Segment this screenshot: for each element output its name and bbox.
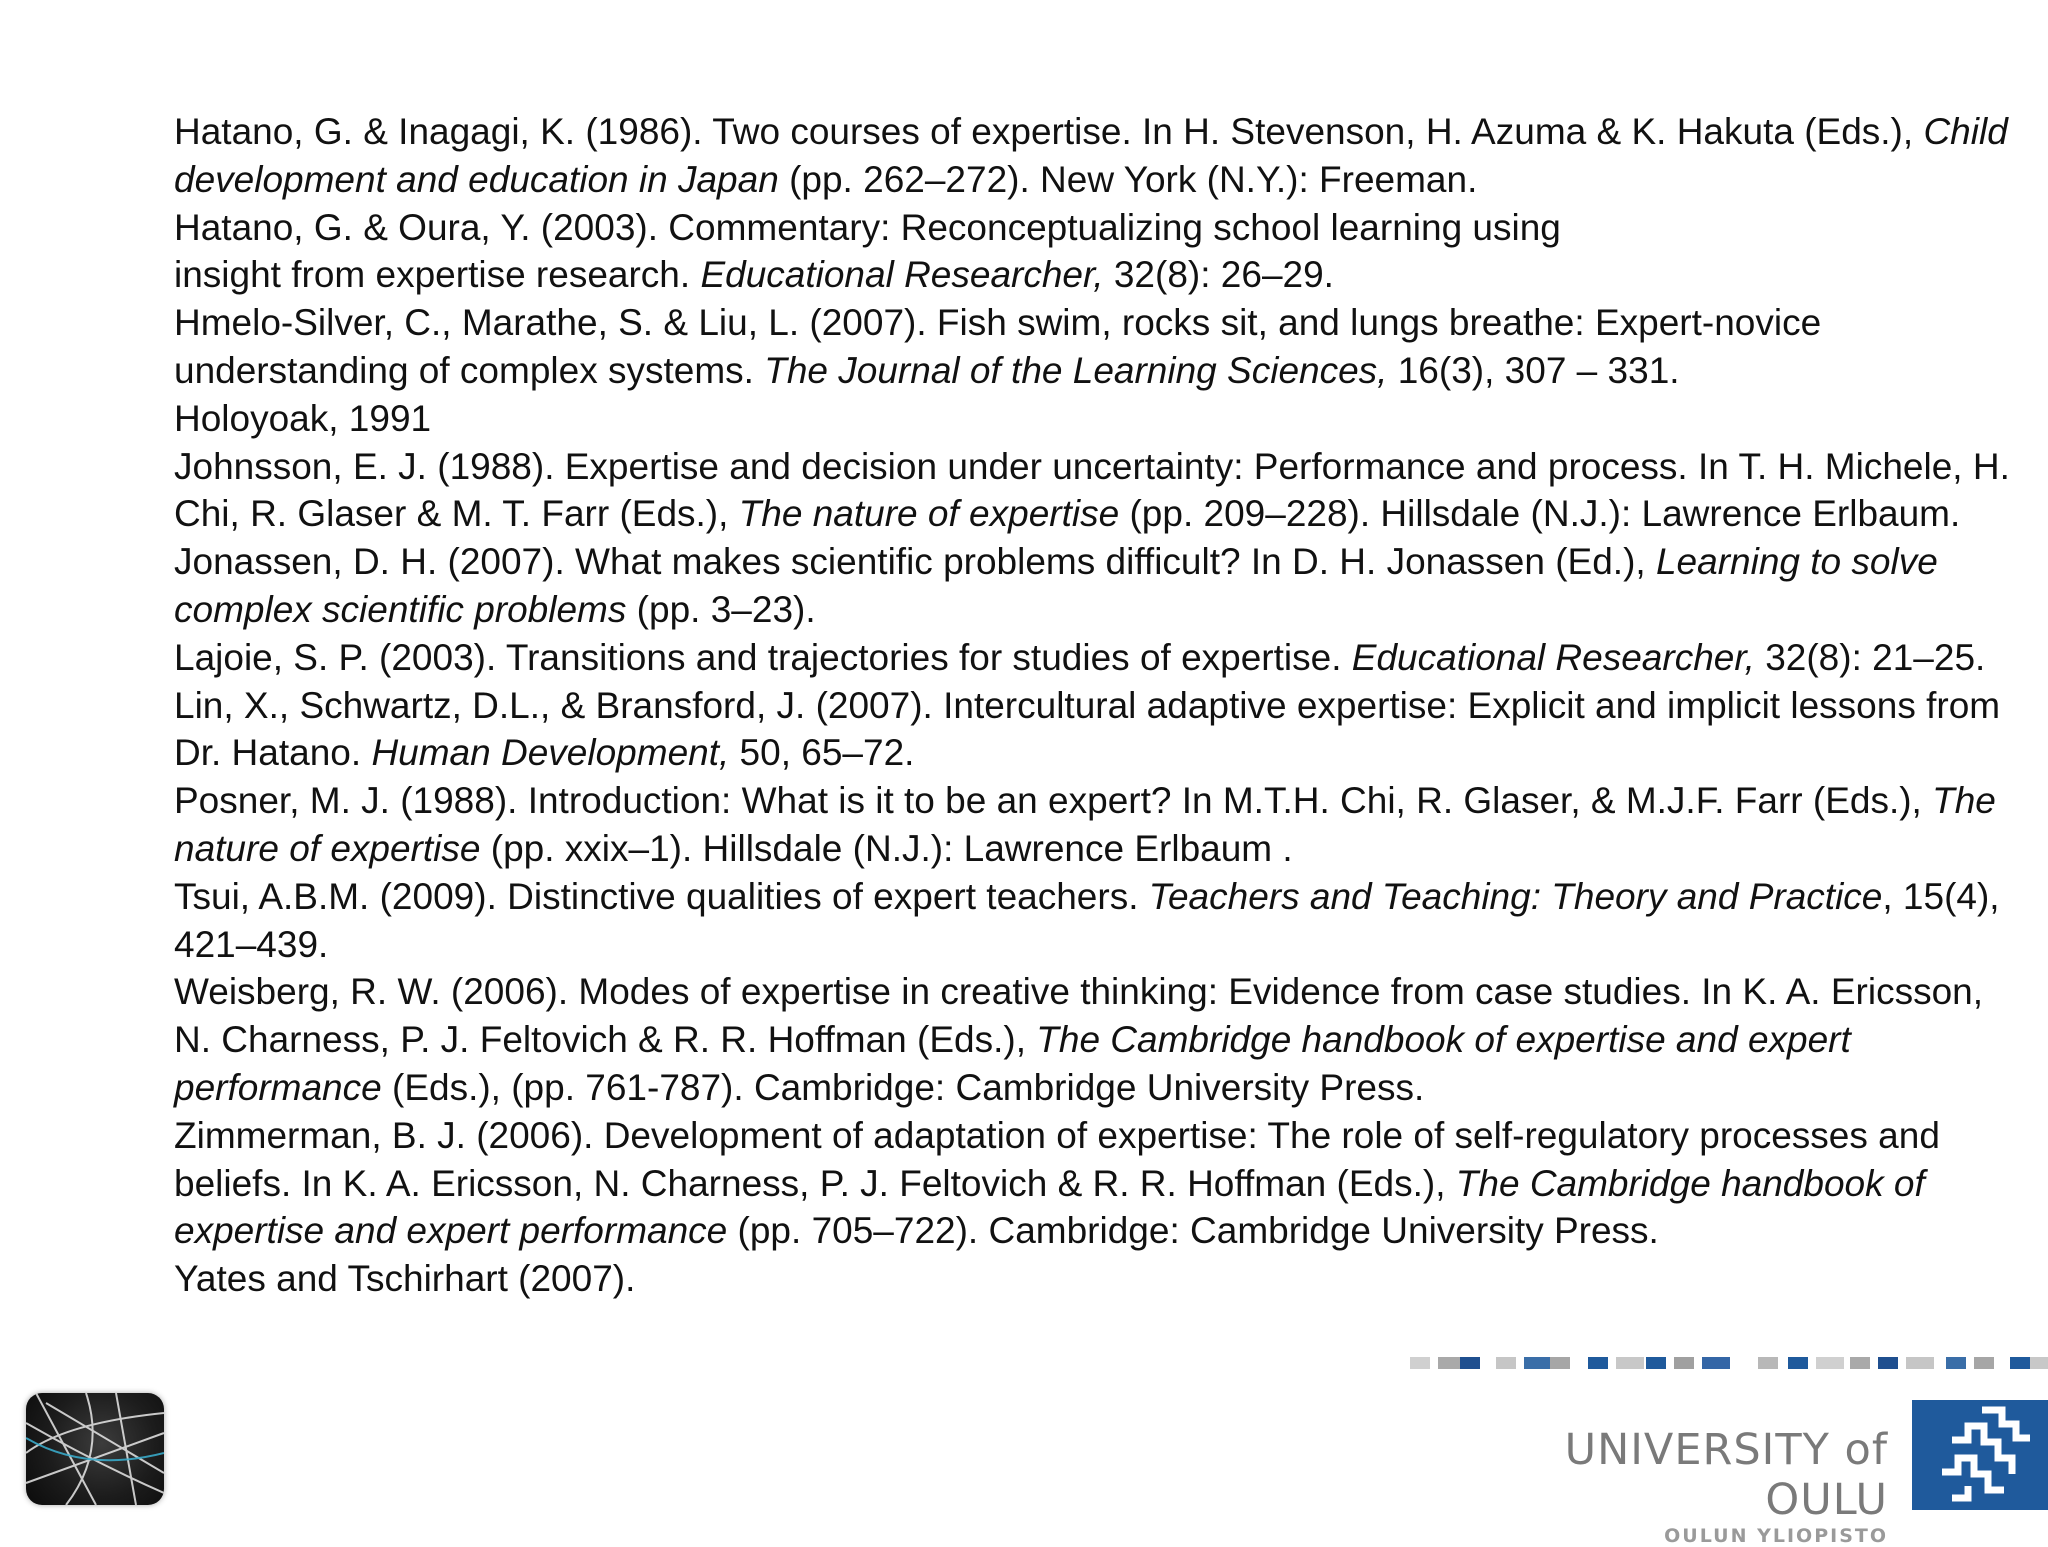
reference-item — [174, 968, 2010, 1111]
reference-item — [174, 395, 2010, 443]
pixel-block — [1946, 1357, 1966, 1369]
pixel-strip-decoration — [1410, 1357, 2048, 1369]
reference-item — [174, 634, 2010, 682]
pixel-block — [1496, 1357, 1516, 1369]
reference-title: Educational Researcher, — [700, 254, 1104, 296]
university-subtitle: OULUN YLIOPISTO — [1664, 1525, 1888, 1547]
pixel-block — [1974, 1357, 1994, 1369]
pixel-block — [1906, 1357, 1934, 1369]
university-name: UNIVERSITY of OULU — [1564, 1425, 1888, 1525]
reference-item — [174, 682, 2010, 778]
reference-text: Posner, M. J. (1988). Introduction: What is it to be an expert? In M.T.H. Chi, R. Glaser, & M.J.F. Farr (Eds.), — [174, 780, 1933, 822]
reference-item — [174, 777, 2010, 873]
university-emblem-icon — [1912, 1400, 2048, 1510]
reference-title: Child development and education in Japan — [174, 111, 2008, 200]
reference-text: (pp. 209–228). Hillsdale (N.J.): Lawrence Erlbaum. — [1119, 493, 1961, 535]
reference-text: Holoyoak, 1991 — [174, 397, 432, 439]
reference-text: Hmelo-Silver, C., Marathe, S. & Liu, L. (2007). Fish swim, rocks sit, and lungs breathe: Expert-novice understanding of complex systems. — [174, 302, 1822, 391]
reference-text: (Eds.), (pp. 761-787). Cambridge: Cambridge University Press. — [381, 1066, 1425, 1108]
pixel-block — [1460, 1357, 1480, 1369]
reference-item — [174, 443, 2010, 539]
reference-text: Hatano, G. & Inagagi, K. (1986). Two courses of expertise. In H. Stevenson, H. Azuma & K. Hakuta (Eds.), — [174, 111, 1924, 152]
reference-text: (pp. xxix–1). Hillsdale (N.J.): Lawrence Erlbaum . — [480, 827, 1293, 869]
reference-title: The Cambridge handbook of expertise and expert performance — [174, 1019, 1851, 1108]
reference-text: , 15(4), 421–439. — [174, 875, 2000, 965]
reference-title: Human Development, — [371, 732, 730, 774]
reference-title: The Journal of the Learning Sciences, — [764, 349, 1388, 391]
reference-title: Teachers and Teaching: Theory and Practice — [1148, 875, 1883, 917]
reference-text: Johnsson, E. J. (1988). Expertise and decision under uncertainty: Performance and process. In T. H. Michele, H. Chi, R. Glaser & M. T. Farr (Eds.), — [174, 445, 2010, 535]
pixel-block — [1410, 1357, 1430, 1369]
reference-text: (pp. 3–23). — [626, 588, 816, 630]
reference-item — [174, 1112, 2010, 1255]
reference-title: The nature of expertise — [174, 780, 1996, 869]
pixel-block — [1674, 1357, 1694, 1369]
reference-item — [174, 538, 2010, 634]
university-logo — [1436, 1425, 1888, 1547]
reference-text: (pp. 705–722). Cambridge: Cambridge University Press. — [727, 1210, 1659, 1252]
reference-item — [174, 204, 2010, 300]
reference-text: Hatano, G. & Oura, Y. (2003). Commentary: Reconceptualizing school learning using — [174, 206, 1561, 248]
pixel-block — [1702, 1357, 1730, 1369]
pixel-block — [1788, 1357, 1808, 1369]
reference-text: Tsui, A.B.M. (2009). Distinctive qualities of expert teachers. — [174, 875, 1149, 917]
pixel-block — [1850, 1357, 1870, 1369]
reference-item — [174, 108, 2010, 204]
reference-text: Weisberg, R. W. (2006). Modes of expertise in creative thinking: Evidence from case studies. In K. A. Ericsson, N. Charness, P. J. Feltovich & R. R. Hoffman (Eds.), — [174, 971, 1984, 1061]
reference-text: 32(8): 21–25. — [1754, 636, 1986, 678]
pixel-block — [1588, 1357, 1608, 1369]
pixel-block — [1550, 1357, 1570, 1369]
pixel-block — [2030, 1357, 2048, 1369]
corner-logo-image — [26, 1393, 164, 1505]
pixel-block — [1758, 1357, 1778, 1369]
reference-text: Lajoie, S. P. (2003). Transitions and trajectories for studies of expertise. — [174, 636, 1352, 678]
reference-text: Lin, X., Schwartz, D.L., & Bransford, J. (2007). Intercultural adaptive expertise: Explicit and implicit lessons from Dr. Hatano. — [174, 684, 2001, 774]
reference-text: insight from expertise research. — [174, 254, 701, 296]
reference-item — [174, 299, 2010, 395]
reference-text: Yates and Tschirhart (2007). — [174, 1258, 636, 1300]
reference-item — [174, 873, 2010, 969]
reference-text: Jonassen, D. H. (2007). What makes scientific problems difficult? In D. H. Jonassen (Ed.), — [174, 541, 1656, 583]
pixel-block — [1616, 1357, 1644, 1369]
reference-text: 50, 65–72. — [729, 732, 915, 774]
reference-item — [174, 1255, 2010, 1303]
reference-title: The Cambridge handbook of expertise and expert performance — [174, 1162, 1925, 1252]
reference-text: (pp. 262–272). New York (N.Y.): Freeman. — [778, 158, 1478, 200]
abstract-lines-icon — [26, 1393, 164, 1505]
reference-title: Learning to solve complex scientific problems — [174, 541, 1938, 630]
pixel-block — [1524, 1357, 1552, 1369]
reference-text: Zimmerman, B. J. (2006). Development of adaptation of expertise: The role of self-regulatory processes and beliefs. In K. A. Ericsson, N. Charness, P. J. Feltovich & R. R. Hoffman (Eds.), — [174, 1114, 1940, 1204]
pixel-block — [1816, 1357, 1844, 1369]
pixel-block — [1878, 1357, 1898, 1369]
reference-text: 16(3), 307 – 331. — [1387, 349, 1680, 391]
reference-title: Educational Researcher, — [1351, 636, 1755, 678]
reference-list — [174, 108, 2010, 1303]
reference-title: The nature of expertise — [738, 493, 1120, 535]
pixel-block — [1646, 1357, 1666, 1369]
reference-text: 32(8): 26–29. — [1103, 254, 1334, 296]
